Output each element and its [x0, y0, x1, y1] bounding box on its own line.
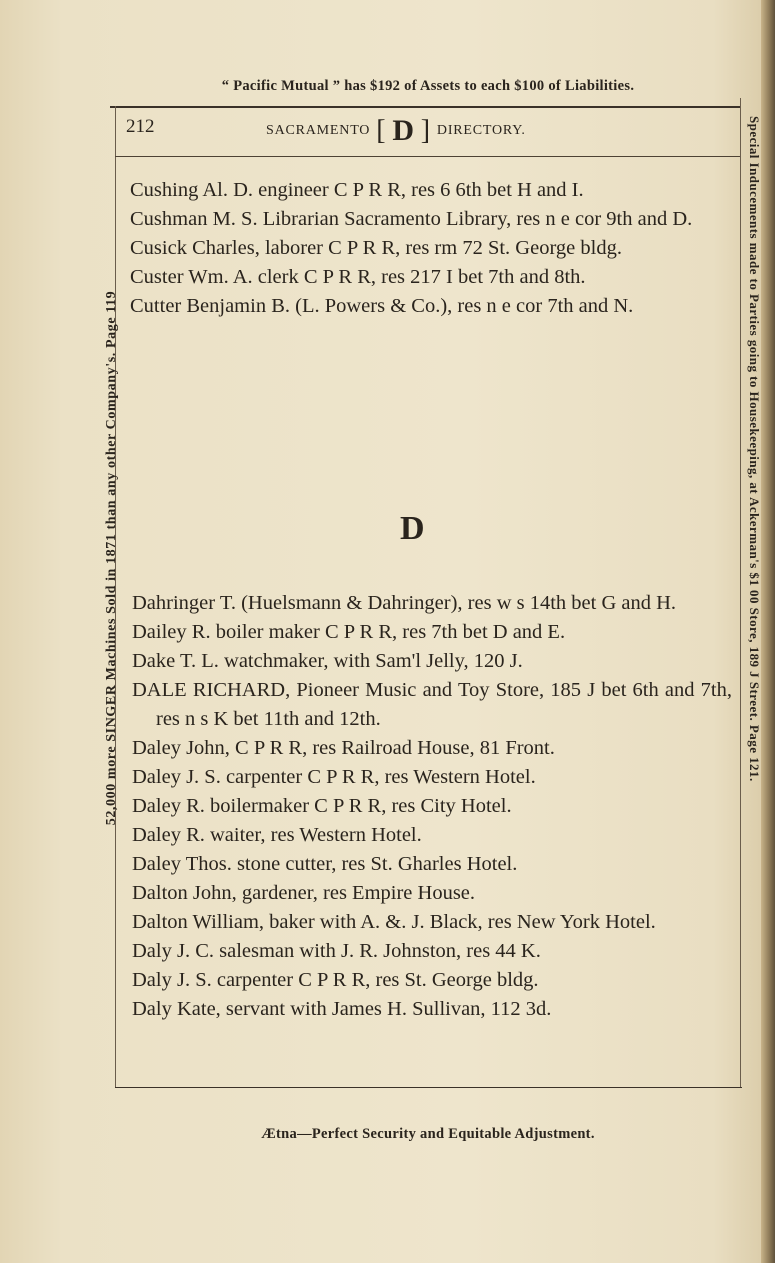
right-margin-advertisement: Special Inducements made to Parties going to Housekeeping, at Ackerman's $1 00 Store, 189 J Street. Page 121. — [747, 116, 762, 782]
directory-entry: Daly J. C. salesman with J. R. Johnston, res 44 K. — [132, 940, 541, 962]
running-head-letter: D — [392, 114, 415, 147]
directory-entry: Daley R. waiter, res Western Hotel. — [132, 824, 422, 846]
directory-entry: Dake T. L. watchmaker, with Sam'l Jelly, 120 J. — [132, 650, 523, 672]
running-head-title: DIRECTORY. — [436, 123, 526, 138]
running-head-bracket-close: ] — [420, 115, 431, 146]
running-head-bracket-open: [ — [376, 115, 387, 146]
bottom-advertisement: Ætna—Perfect Security and Equitable Adjustment. — [261, 1126, 595, 1142]
running-head — [266, 114, 626, 148]
frame-bottom-rule — [115, 1087, 742, 1088]
section-letter-heading: D — [400, 510, 425, 547]
directory-entry: DALE RICHARD, Pioneer Music and Toy Store, 185 J bet 6th and 7th, res n s K bet 11th and 12th. — [132, 679, 732, 730]
directory-entry: Dalton John, gardener, res Empire House. — [132, 882, 476, 904]
directory-entry: Daley John, C P R R, res Railroad House, 81 Front. — [132, 737, 555, 759]
page-number: 212 — [126, 116, 155, 137]
directory-entry: Dailey R. boiler maker C P R R, res 7th bet D and E. — [132, 621, 566, 643]
directory-entry: Daley Thos. stone cutter, res St. Gharles Hotel. — [132, 853, 518, 875]
directory-entry: Cutter Benjamin B. (L. Powers & Co.), res n e cor 7th and N. — [130, 295, 634, 317]
entries-list-after — [132, 589, 732, 1024]
directory-entry: Daly Kate, servant with James H. Sullivan, 112 3d. — [132, 998, 552, 1020]
frame-top-rule — [110, 106, 740, 108]
running-head-city: SACRAMENTO — [266, 123, 371, 138]
directory-entry: Cushman M. S. Librarian Sacramento Library, res n e cor 9th and D. — [130, 208, 693, 230]
top-advertisement: “ Pacific Mutual ” has $192 of Assets to each $100 of Liabilities. — [221, 78, 635, 94]
directory-entry: Daley R. boilermaker C P R R, res City Hotel. — [132, 795, 512, 817]
entries-list-before — [130, 176, 732, 321]
directory-entry: Custer Wm. A. clerk C P R R, res 217 I bet 7th and 8th. — [130, 266, 586, 288]
directory-entry: Dahringer T. (Huelsmann & Dahringer), res w s 14th bet G and H. — [132, 592, 677, 614]
directory-entry: Daly J. S. carpenter C P R R, res St. George bldg. — [132, 969, 539, 991]
directory-entry: Cushing Al. D. engineer C P R R, res 6 6th bet H and I. — [130, 179, 584, 201]
directory-entry: Dalton William, baker with A. &. J. Black, res New York Hotel. — [132, 911, 656, 933]
header-rule — [115, 156, 740, 157]
left-margin-advertisement: 52,000 more SINGER Machines Sold in 1871 than any other Company's. Page 119 — [104, 290, 119, 826]
directory-entry: Daley J. S. carpenter C P R R, res Western Hotel. — [132, 766, 536, 788]
directory-entry: Cusick Charles, laborer C P R R, res rm 72 St. George bldg. — [130, 237, 622, 259]
book-binding-edge — [761, 0, 775, 1263]
